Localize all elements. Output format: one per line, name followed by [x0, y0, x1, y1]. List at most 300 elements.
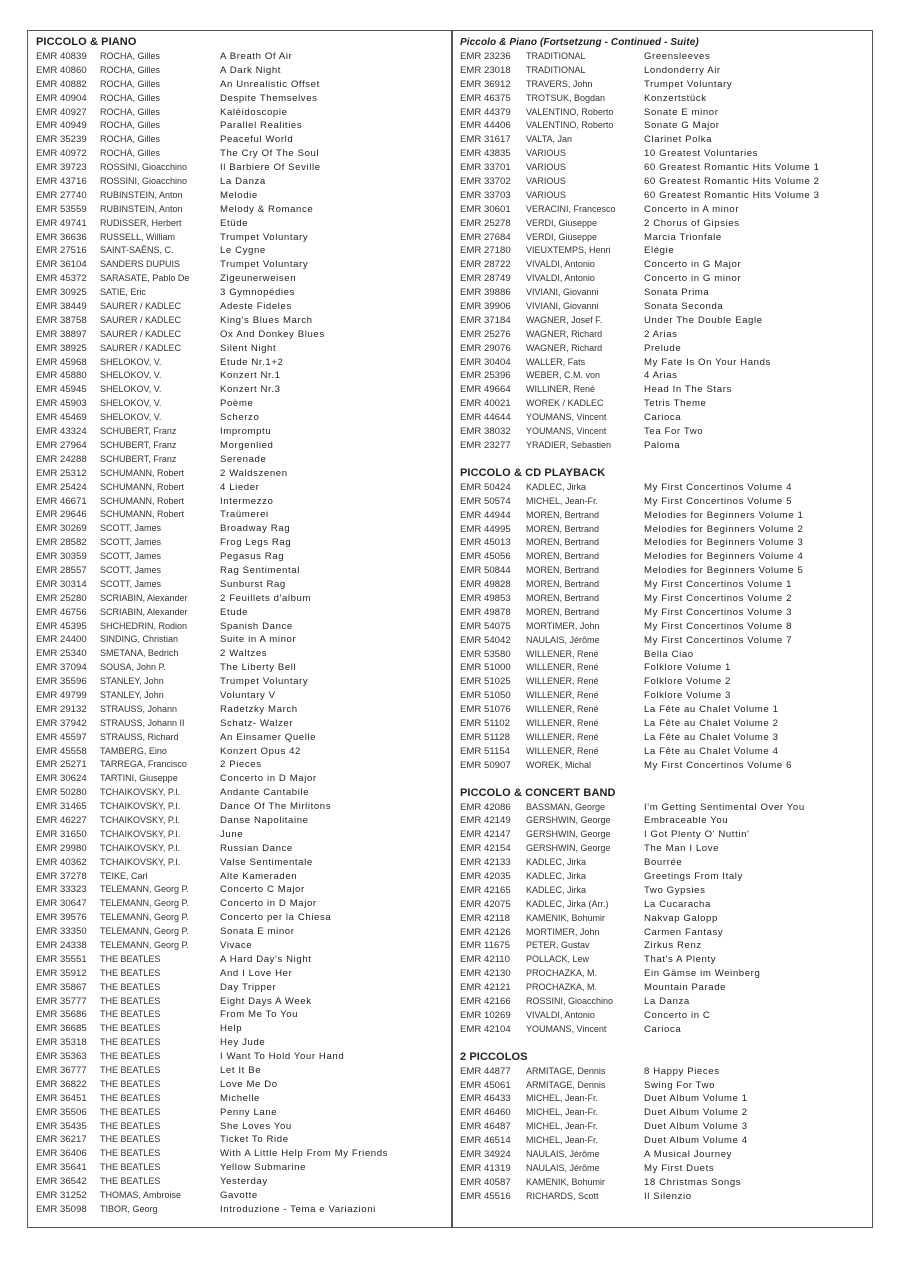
catalog-number: EMR 31465	[36, 801, 87, 813]
catalog-entry	[36, 189, 451, 203]
catalog-entry	[460, 203, 872, 217]
composer-name: SARASATE, Pablo De	[100, 273, 190, 284]
composer-name: STRAUSS, Richard	[100, 731, 179, 742]
composer-name: PROCHAZKA, M.	[526, 982, 598, 993]
composer-name: SAURER / KADLEC	[100, 314, 182, 325]
composer-name: THE BEATLES	[100, 1106, 161, 1117]
catalog-entry	[460, 523, 872, 537]
catalog-number: EMR 46487	[460, 1121, 511, 1133]
catalog-entry	[460, 147, 872, 161]
piece-title: Broadway Rag	[220, 523, 291, 535]
composer-name: WOREK, Michal	[526, 759, 592, 770]
composer-name: WILLENER, René	[526, 662, 599, 673]
catalog-entry	[36, 300, 451, 314]
catalog-entry	[36, 1120, 451, 1134]
catalog-entry	[36, 772, 451, 786]
catalog-number: EMR 39886	[460, 287, 511, 299]
composer-name: THE BEATLES	[100, 1078, 161, 1089]
piece-title: Two Gypsies	[644, 884, 706, 896]
composer-name: SAURER / KADLEC	[100, 301, 182, 312]
piece-title: Konzertstück	[644, 92, 707, 104]
section-title: PICCOLO & CD PLAYBACK	[460, 466, 606, 479]
composer-name: POLLACK, Lew	[526, 954, 590, 965]
piece-title: Vivace	[220, 940, 253, 951]
piece-title: My First Concertinos Volume 5	[644, 495, 793, 507]
composer-name: TARTINI, Giuseppe	[100, 773, 178, 784]
composer-name: VIVALDI, Antonio	[526, 1009, 595, 1020]
catalog-number: EMR 23018	[460, 64, 511, 76]
catalog-entry	[36, 925, 451, 939]
composer-name: MOREN, Bertrand	[526, 509, 600, 520]
composer-name: THE BEATLES	[100, 1176, 161, 1187]
catalog-entry	[460, 926, 872, 940]
catalog-number: EMR 51102	[460, 717, 510, 729]
composer-name: TCHAIKOVSKY, P.I.	[100, 814, 181, 825]
catalog-number: EMR 31252	[36, 1190, 87, 1202]
composer-name: KADLEC, Jirka	[526, 884, 587, 895]
catalog-entry	[36, 856, 451, 870]
catalog-number: EMR 35867	[36, 981, 87, 993]
piece-title: Trumpet Voluntary	[220, 231, 309, 243]
catalog-number: EMR 44379	[460, 106, 511, 118]
catalog-entry	[460, 286, 872, 300]
catalog-number: EMR 54075	[460, 620, 511, 632]
catalog-entry	[36, 675, 451, 689]
catalog-number: EMR 46433	[460, 1093, 511, 1105]
catalog-entry	[36, 606, 451, 620]
catalog-entry	[36, 578, 451, 592]
piece-title: Penny Lane	[220, 1106, 278, 1118]
composer-name: ROCHA, Gilles	[100, 120, 161, 131]
piece-title: Greetings From Italy	[644, 870, 743, 882]
catalog-number: EMR 40839	[36, 51, 87, 62]
composer-name: SCHUMANN, Robert	[100, 495, 185, 506]
piece-title: Morgenlied	[220, 439, 274, 451]
catalog-entry	[460, 801, 872, 815]
piece-title: Danse Napolitaine	[220, 814, 309, 826]
piece-title: Embraceable You	[644, 815, 729, 827]
catalog-number: EMR 29646	[36, 509, 87, 521]
piece-title: Etude	[220, 606, 249, 618]
catalog-section	[36, 35, 451, 1217]
catalog-number: EMR 36217	[36, 1134, 87, 1146]
composer-name: KAMENIK, Bohumir	[526, 912, 606, 923]
piece-title: Konzert Opus 42	[220, 745, 301, 757]
catalog-entry	[460, 912, 872, 926]
catalog-number: EMR 51050	[460, 690, 511, 702]
piece-title: Paloma	[644, 439, 681, 451]
composer-name: VALENTINO, Roberto	[526, 106, 614, 117]
piece-title: Rag Sentimental	[220, 564, 300, 576]
catalog-entry	[460, 1009, 872, 1023]
composer-name: THOMAS, Ambroise	[100, 1190, 182, 1201]
composer-name: VARIOUS	[526, 162, 566, 173]
composer-name: ARMITAGE, Dennis	[526, 1079, 606, 1090]
catalog-number: EMR 42086	[460, 801, 511, 813]
piece-title: Trumpet Voluntary	[220, 676, 309, 688]
catalog-number: EMR 42104	[460, 1023, 511, 1035]
piece-title: Sonate E minor	[644, 106, 719, 118]
piece-title: Tea For Two	[644, 426, 704, 438]
piece-title: 2 Waltzes	[220, 648, 268, 660]
catalog-number: EMR 49853	[460, 592, 511, 604]
composer-name: THE BEATLES	[100, 967, 161, 978]
composer-name: ROSSINI, Gioacchino	[100, 162, 188, 173]
catalog-number: EMR 35641	[36, 1162, 87, 1174]
catalog-entry	[36, 342, 451, 356]
catalog-number: EMR 42035	[460, 870, 511, 882]
catalog-number: EMR 25340	[36, 648, 87, 660]
piece-title: King's Blues March	[220, 314, 313, 326]
catalog-number: EMR 11675	[460, 940, 510, 952]
composer-name: THE BEATLES	[100, 1134, 161, 1145]
catalog-entry	[460, 564, 872, 578]
composer-name: SANDERS DUPUIS	[100, 259, 181, 270]
catalog-entry	[460, 870, 872, 884]
composer-name: MICHEL, Jean-Fr.	[526, 495, 599, 506]
piece-title: My First Concertinos Volume 7	[644, 634, 793, 646]
catalog-entry	[36, 508, 451, 522]
composer-name: WILLINER, René	[526, 384, 596, 395]
catalog-number: EMR 49878	[460, 606, 511, 618]
catalog-number: EMR 35435	[36, 1120, 87, 1132]
catalog-number: EMR 30647	[36, 898, 87, 910]
piece-title: Concerto in D Major	[220, 898, 317, 910]
composer-name: GERSHWIN, George	[526, 829, 611, 840]
composer-name: NAULAIS, Jérôme	[526, 1162, 600, 1173]
catalog-number: EMR 42165	[460, 884, 511, 896]
composer-name: SCOTT, James	[100, 578, 162, 589]
catalog-entry	[36, 175, 451, 189]
composer-name: VERACINI, Francesco	[526, 203, 616, 214]
catalog-entry	[36, 1106, 451, 1120]
piece-title: Concerto in A minor	[644, 203, 740, 215]
catalog-entry	[460, 634, 872, 648]
catalog-section	[460, 466, 872, 773]
catalog-number: EMR 39723	[36, 162, 87, 174]
composer-name: VALTA, Jan	[526, 134, 573, 145]
catalog-number: EMR 36104	[36, 259, 87, 271]
piece-title: Carmen Fantasy	[644, 926, 724, 938]
piece-title: Sonata Seconda	[644, 301, 724, 313]
piece-title: Etüde	[220, 217, 249, 229]
catalog-number: EMR 31617	[460, 134, 511, 146]
catalog-number: EMR 51000	[460, 662, 511, 674]
catalog-number: EMR 33323	[36, 884, 87, 896]
catalog-entry	[36, 995, 451, 1009]
catalog-number: EMR 35777	[36, 995, 87, 1007]
piece-title: Zigeunerweisen	[220, 273, 297, 285]
piece-title: Introduzione - Tema e Variazioni	[220, 1203, 376, 1215]
catalog-number: EMR 31650	[36, 828, 87, 840]
piece-title: Melodie	[220, 189, 258, 201]
catalog-entry	[36, 550, 451, 564]
composer-name: SCHUMANN, Robert	[100, 509, 185, 520]
catalog-entry	[36, 244, 451, 258]
composer-name: WILLENER, René	[526, 690, 599, 701]
piece-title: Trumpet Voluntary	[220, 259, 309, 271]
piece-title: Yesterday	[220, 1176, 268, 1188]
composer-name: YRADIER, Sebastien	[526, 439, 612, 450]
catalog-entry	[36, 411, 451, 425]
composer-name: VARIOUS	[526, 176, 566, 187]
catalog-number: EMR 27740	[36, 189, 87, 201]
piece-title: Spanish Dance	[220, 620, 293, 632]
catalog-number: EMR 40927	[36, 106, 87, 118]
piece-title: Konzert Nr.1	[220, 370, 281, 382]
catalog-number: EMR 25271	[36, 759, 87, 771]
catalog-entry	[36, 1078, 451, 1092]
catalog-entry	[36, 161, 451, 175]
catalog-number: EMR 38032	[460, 426, 511, 438]
piece-title: Melodies for Beginners Volume 4	[644, 551, 804, 563]
catalog-number: EMR 24288	[36, 453, 87, 465]
catalog-number: EMR 36406	[36, 1148, 87, 1160]
catalog-number: EMR 45013	[460, 537, 511, 549]
piece-title: My First Concertinos Volume 3	[644, 606, 793, 618]
piece-title: 8 Happy Pieces	[644, 1065, 720, 1077]
catalog-entry	[460, 731, 872, 745]
catalog-number: EMR 25278	[460, 217, 511, 229]
composer-name: SATIE, Eric	[100, 287, 146, 298]
piece-title: Gavotte	[220, 1190, 258, 1202]
piece-title: 60 Greatest Romantic Hits Volume 1	[644, 162, 820, 174]
piece-title: 2 Arias	[644, 328, 678, 340]
catalog-entry	[36, 203, 451, 217]
catalog-number: EMR 24338	[36, 940, 87, 951]
piece-title: Intermezzo	[220, 495, 274, 507]
composer-name: MOREN, Bertrand	[526, 579, 600, 590]
piece-title: Marcia Trionfale	[644, 231, 722, 243]
composer-name: KADLEC, Jirka	[526, 481, 587, 492]
composer-name: TARREGA, Francisco	[100, 759, 187, 770]
catalog-number: EMR 50907	[460, 759, 511, 771]
composer-name: SHELOKOV, V.	[100, 384, 162, 395]
piece-title: With A Little Help From My Friends	[220, 1148, 389, 1160]
catalog-number: EMR 25276	[460, 328, 511, 340]
catalog-number: EMR 30601	[460, 203, 511, 215]
composer-name: VIVIANI, Giovanni	[526, 287, 599, 298]
catalog-number: EMR 42149	[460, 815, 511, 827]
catalog-entry	[460, 898, 872, 912]
catalog-number: EMR 44644	[460, 412, 511, 424]
composer-name: WOREK / KADLEC	[526, 398, 604, 409]
catalog-entry	[36, 328, 451, 342]
composer-name: PETER, Gustav	[526, 940, 590, 951]
section-title: Piccolo & Piano (Fortsetzung - Continued - Suite)	[460, 37, 699, 48]
piece-title: Prelude	[644, 342, 682, 354]
piece-title: Bourrée	[644, 857, 683, 869]
catalog-entry	[36, 731, 451, 745]
piece-title: Concerto per la Chiesa	[220, 912, 332, 924]
catalog-entry	[460, 1190, 872, 1204]
catalog-entry	[36, 536, 451, 550]
piece-title: And I Love Her	[220, 967, 293, 979]
piece-title: Il Silenzio	[644, 1190, 692, 1202]
catalog-number: EMR 40949	[36, 120, 87, 132]
piece-title: Help	[220, 1023, 243, 1035]
composer-name: TIBOR, Georg	[100, 1203, 158, 1214]
piece-title: 4 Lieder	[220, 481, 260, 493]
catalog-number: EMR 42133	[460, 857, 511, 869]
piece-title: An Unrealistic Offset	[220, 78, 320, 90]
composer-name: TEIKE, Carl	[100, 870, 148, 881]
composer-name: SMETANA, Bedrich	[100, 648, 179, 659]
catalog-entry	[36, 1133, 451, 1147]
piece-title: La Fête au Chalet Volume 2	[644, 717, 779, 729]
catalog-number: EMR 43835	[460, 148, 511, 160]
catalog-entry	[460, 439, 872, 453]
catalog-number: EMR 33703	[460, 189, 511, 201]
piece-title: My First Duets	[644, 1162, 715, 1174]
catalog-number: EMR 41319	[460, 1162, 511, 1174]
catalog-entry	[36, 800, 451, 814]
catalog-number: EMR 40904	[36, 92, 87, 104]
catalog-entry	[460, 939, 872, 953]
piece-title: 10 Greatest Voluntaries	[644, 148, 759, 160]
composer-name: SCRIABIN, Alexander	[100, 606, 188, 617]
piece-title: Melodies for Beginners Volume 3	[644, 537, 804, 549]
catalog-number: EMR 33701	[460, 162, 511, 174]
catalog-number: EMR 45516	[460, 1190, 511, 1202]
catalog-entry	[36, 522, 451, 536]
composer-name: TRADITIONAL	[526, 51, 586, 61]
catalog-number: EMR 28557	[36, 564, 87, 576]
composer-name: SCHUMANN, Robert	[100, 481, 185, 492]
catalog-number: EMR 42130	[460, 968, 511, 980]
catalog-number: EMR 46460	[460, 1107, 511, 1119]
piece-title: Voluntary V	[220, 689, 276, 701]
piece-title: Le Cygne	[220, 245, 266, 257]
catalog-entry	[460, 272, 872, 286]
catalog-entry	[36, 953, 451, 967]
piece-title: A Hard Day's Night	[220, 953, 312, 965]
catalog-number: EMR 45880	[36, 370, 87, 382]
catalog-entry	[36, 258, 451, 272]
composer-name: VIVALDI, Antonio	[526, 259, 595, 270]
catalog-entry	[36, 745, 451, 759]
composer-name: SOUSA, John P.	[100, 662, 166, 673]
piece-title: Sonata Prima	[644, 287, 710, 299]
catalog-number: EMR 35098	[36, 1203, 87, 1215]
piece-title: She Loves You	[220, 1120, 292, 1132]
catalog-entry	[36, 883, 451, 897]
piece-title: Concerto in D Major	[220, 773, 317, 785]
piece-title: 3 Gymnopédies	[220, 287, 295, 299]
catalog-number: EMR 51076	[460, 704, 511, 716]
piece-title: Schatz- Walzer	[220, 717, 294, 729]
catalog-number: EMR 46756	[36, 606, 87, 618]
catalog-number: EMR 42154	[460, 843, 511, 855]
composer-name: WILLENER, René	[526, 745, 599, 756]
catalog-number: EMR 27684	[460, 231, 511, 243]
composer-name: ROCHA, Gilles	[100, 134, 161, 145]
piece-title: Dance Of The Mirlitons	[220, 801, 332, 813]
composer-name: MICHEL, Jean-Fr.	[526, 1093, 599, 1104]
piece-title: Radetzky March	[220, 703, 298, 715]
piece-title: Alte Kameraden	[220, 870, 298, 882]
piece-title: Under The Double Eagle	[644, 314, 763, 326]
piece-title: I'm Getting Sentimental Over You	[644, 801, 805, 813]
catalog-entry	[36, 1161, 451, 1175]
catalog-entry	[460, 189, 872, 203]
catalog-entry	[36, 897, 451, 911]
composer-name: ROCHA, Gilles	[100, 64, 161, 75]
composer-name: STRAUSS, Johann	[100, 703, 178, 714]
catalog-entry	[460, 953, 872, 967]
catalog-entry	[460, 1148, 872, 1162]
composer-name: MOREN, Bertrand	[526, 592, 600, 603]
catalog-number: EMR 37094	[36, 662, 87, 674]
catalog-number: EMR 40362	[36, 856, 87, 868]
composer-name: TAMBERG, Eino	[100, 745, 167, 756]
composer-name: MORTIMER, John	[526, 620, 600, 631]
piece-title: A Musical Journey	[644, 1149, 733, 1161]
piece-title: Melodies for Beginners Volume 1	[644, 509, 804, 521]
catalog-number: EMR 27180	[460, 245, 511, 257]
catalog-entry	[36, 870, 451, 884]
catalog-entry	[460, 397, 872, 411]
catalog-number: EMR 30359	[36, 551, 87, 563]
catalog-entry	[36, 133, 451, 147]
piece-title: Ox And Donkey Blues	[220, 328, 325, 340]
catalog-entry	[460, 1120, 872, 1134]
catalog-number: EMR 45469	[36, 412, 87, 424]
piece-title: Il Barbiere Of Seville	[220, 162, 321, 174]
composer-name: SCOTT, James	[100, 564, 162, 575]
piece-title: Concerto in G Major	[644, 259, 742, 271]
catalog-entry	[36, 828, 451, 842]
composer-name: TCHAIKOVSKY, P.I.	[100, 801, 181, 812]
catalog-number: EMR 44995	[460, 523, 511, 535]
piece-title: The Liberty Bell	[220, 662, 297, 674]
catalog-entry	[460, 133, 872, 147]
catalog-entry	[36, 50, 451, 64]
catalog-entry	[36, 633, 451, 647]
composer-name: ARMITAGE, Dennis	[526, 1065, 606, 1076]
catalog-number: EMR 35318	[36, 1037, 87, 1049]
catalog-entry	[36, 703, 451, 717]
left-column	[28, 31, 451, 1227]
piece-title: 2 Waldszenen	[220, 467, 288, 479]
catalog-entry	[460, 425, 872, 439]
piece-title: Suite in A minor	[220, 634, 297, 646]
catalog-number: EMR 54042	[460, 634, 511, 646]
composer-name: MICHEL, Jean-Fr.	[526, 1107, 599, 1118]
piece-title: Etude Nr.1+2	[220, 356, 284, 368]
piece-title: Concerto in C	[644, 1009, 711, 1021]
piece-title: Trumpet Voluntary	[644, 78, 733, 90]
composer-name: MICHEL, Jean-Fr.	[526, 1135, 599, 1146]
catalog-number: EMR 29076	[460, 342, 511, 354]
composer-name: SHELOKOV, V.	[100, 412, 162, 423]
catalog-number: EMR 51154	[460, 745, 510, 757]
catalog-number: EMR 45597	[36, 731, 87, 743]
catalog-entry	[460, 995, 872, 1009]
catalog-number: EMR 42126	[460, 926, 511, 938]
piece-title: Folklore Volume 3	[644, 690, 731, 702]
piece-title: 4 Arias	[644, 370, 678, 382]
catalog-entry	[460, 495, 872, 509]
catalog-number: EMR 36912	[460, 78, 511, 90]
composer-name: MOREN, Bertrand	[526, 537, 600, 548]
catalog-entry	[36, 1189, 451, 1203]
composer-name: VARIOUS	[526, 148, 566, 159]
composer-name: STRAUSS, Johann II	[100, 717, 185, 728]
composer-name: SINDING, Christian	[100, 634, 179, 645]
composer-name: TELEMANN, Georg P.	[100, 898, 189, 909]
piece-title: Duet Album Volume 3	[644, 1121, 748, 1133]
